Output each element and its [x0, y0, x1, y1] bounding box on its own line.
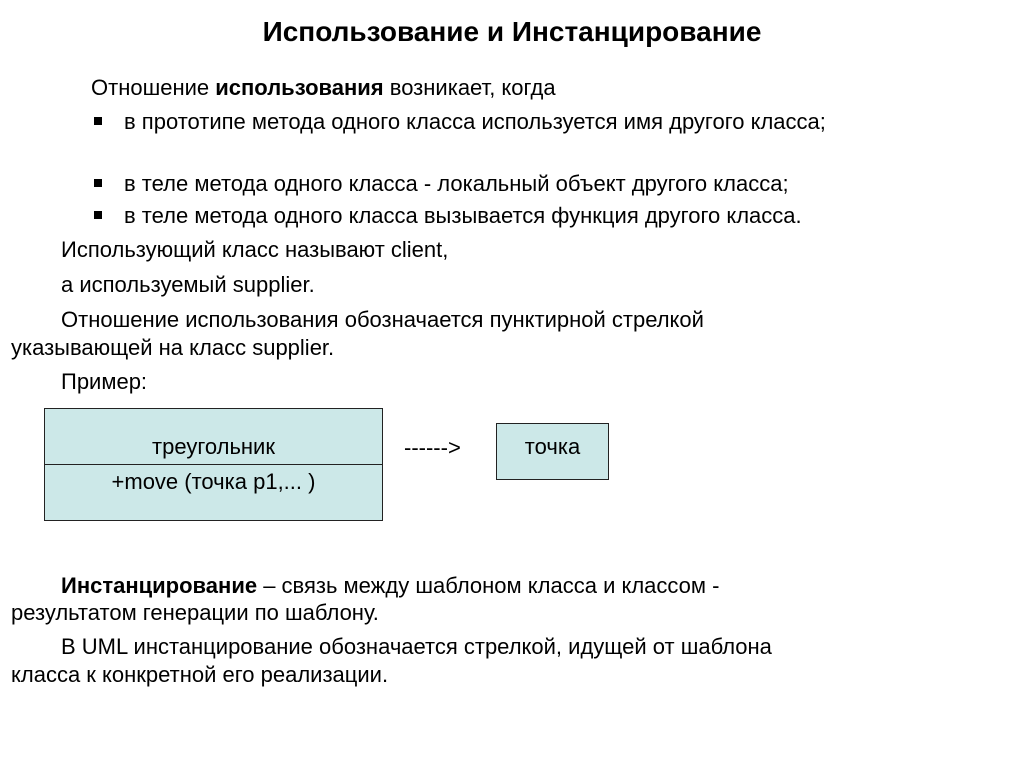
bullet-text: в теле метода одного класса вызывается функция другого класса.: [124, 203, 802, 228]
instantiation-definition-line-2: результатом генерации по шаблону.: [11, 600, 379, 625]
slide-title: Использование и Инстанцирование: [262, 16, 762, 47]
instantiation-uml-line-2: класса к конкретной его реализации.: [11, 662, 389, 687]
usage-intro-prefix: Отношение: [91, 75, 216, 100]
client-line: Использующий класс называют client,: [61, 237, 449, 262]
usage-intro: [91, 74, 556, 102]
client-class-name: треугольник: [152, 434, 275, 459]
square-bullet-icon: [94, 117, 102, 125]
square-bullet-icon: [94, 211, 102, 219]
dependency-arrow: ------>: [404, 435, 461, 460]
usage-intro-bold: использования: [215, 75, 384, 100]
instantiation-definition-line-1: [61, 572, 719, 600]
notation-line-1: Отношение использования обозначается пунктирной стрелкой: [61, 307, 704, 332]
supplier-line: а используемый supplier.: [61, 272, 315, 297]
instantiation-uml-line-1: В UML инстанцирование обозначается стрелкой, идущей от шаблона: [61, 634, 772, 659]
instantiation-term: Инстанцирование: [61, 573, 258, 598]
usage-intro-suffix: возникает, когда: [383, 75, 556, 100]
bullet-text: в теле метода одного класса - локальный объект другого класса;: [124, 171, 789, 196]
example-label: Пример:: [61, 369, 148, 394]
client-class-name-compartment: [44, 408, 383, 465]
supplier-class-box: [496, 423, 609, 480]
bullet-text: в прототипе метода одного класса используется имя другого класса;: [124, 109, 826, 134]
supplier-class-name: точка: [524, 434, 581, 459]
client-class-method-compartment: [44, 464, 383, 521]
notation-line-2: указывающей на класс supplier.: [11, 335, 335, 360]
client-class-method: +move (точка p1,... ): [111, 469, 316, 494]
instantiation-def-text: – связь между шаблоном класса и классом -: [257, 573, 720, 598]
square-bullet-icon: [94, 179, 102, 187]
